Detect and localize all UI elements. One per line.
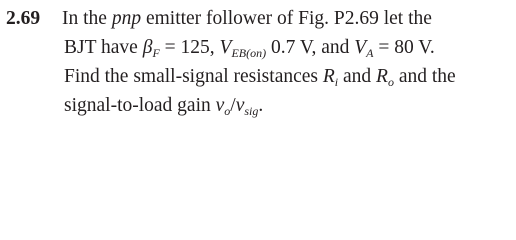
ri-subscript: i [334, 75, 339, 89]
text: = 80 V. [373, 37, 435, 58]
vsig-subscript: sig [244, 104, 259, 118]
problem-number: 2.69 [6, 8, 41, 29]
text: BJT have [64, 37, 143, 58]
text: In the [62, 8, 112, 29]
problem-line-2 [6, 33, 506, 62]
beta-symbol: β [142, 37, 153, 58]
beta-subscript: F [152, 46, 160, 60]
pnp-term: pnp [111, 8, 142, 29]
text: and the [393, 66, 456, 87]
ro-subscript: o [387, 75, 394, 89]
vo-subscript: o [224, 104, 231, 118]
problem-statement [6, 4, 506, 120]
veb-symbol: V [219, 37, 232, 58]
ri-symbol: R [322, 66, 335, 87]
text: . [258, 95, 264, 116]
text: = 125, [159, 37, 220, 58]
problem-line-3 [6, 62, 506, 91]
text: signal-to-load gain [64, 95, 216, 116]
va-subscript: A [366, 46, 374, 60]
problem-line-4 [6, 91, 506, 120]
slash: / [230, 95, 236, 116]
text: emitter follower of Fig. P2.69 let the [141, 8, 432, 29]
text: Find the small-signal resistances [64, 66, 323, 87]
text: and [338, 66, 377, 87]
va-symbol: V [354, 37, 367, 58]
vo-symbol: v [215, 95, 225, 116]
veb-subscript: EB(on) [231, 46, 267, 60]
vsig-symbol: v [235, 95, 245, 116]
ro-symbol: R [376, 66, 388, 87]
problem-line-1 [6, 4, 506, 33]
text: 0.7 V, and [266, 37, 355, 58]
